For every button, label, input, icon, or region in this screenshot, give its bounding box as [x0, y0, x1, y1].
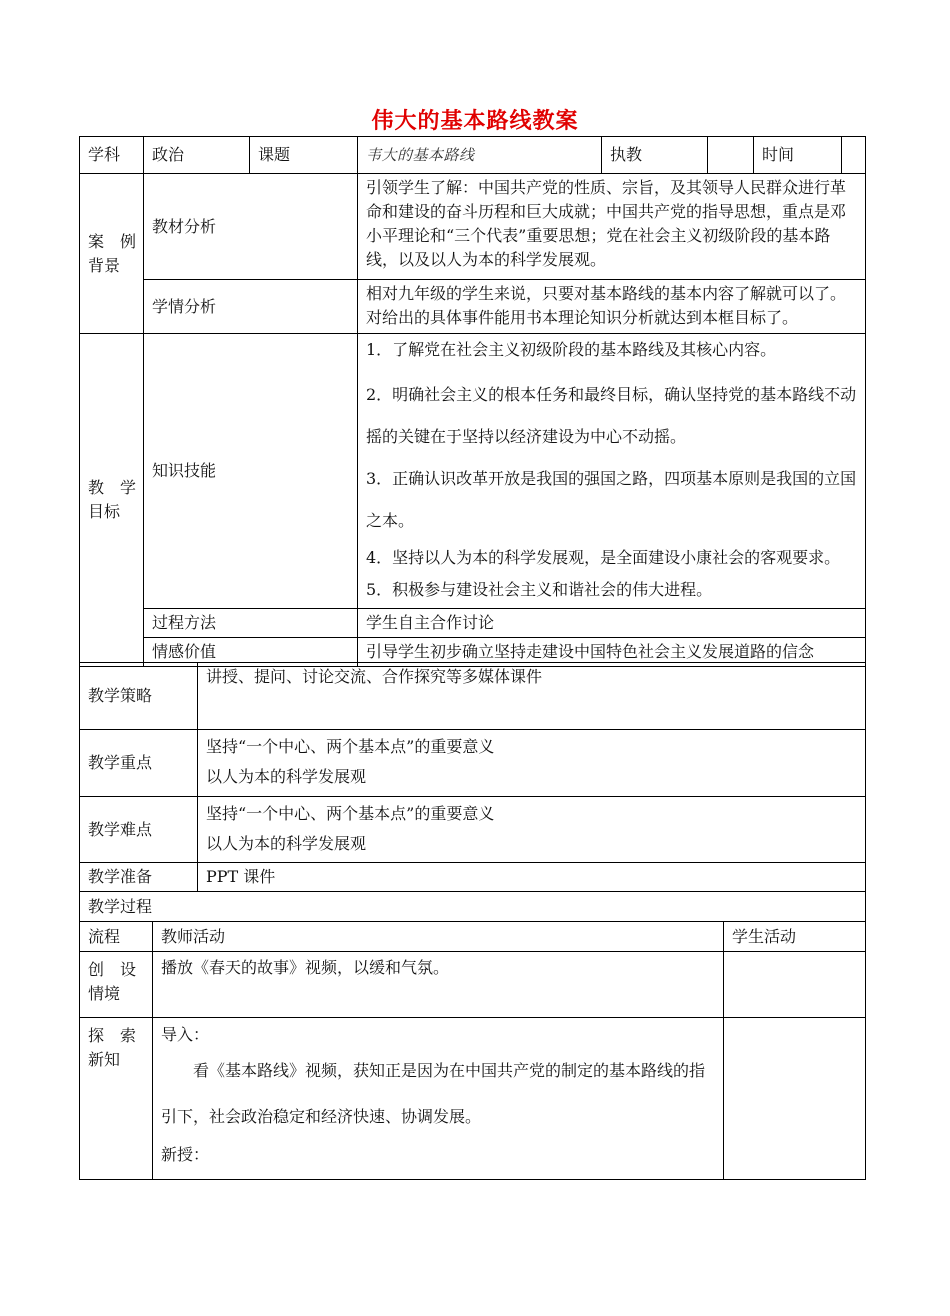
teacher-label: 执教 [602, 137, 708, 174]
document-title: 伟大的基本路线教案 [371, 109, 579, 134]
strategy-text: 讲授、提问、讨论交流、合作探究等多媒体课件 [198, 663, 866, 730]
strategy-row [80, 663, 866, 730]
difficulties-text [198, 797, 866, 863]
knowledge-items [358, 334, 866, 609]
process-method-text: 学生自主合作讨论 [358, 609, 866, 638]
process-row [80, 952, 866, 1018]
emotion-value-text: 引导学生初步确立坚持走建设中国特色社会主义发展道路的信念 [358, 638, 866, 667]
difficulty-line: 坚持“一个中心、两个基本点”的重要意义 [206, 804, 495, 823]
background-category: 案 例 背景 [80, 174, 144, 334]
knowledge-item: 2．明确社会主义的根本任务和最终目标，确认坚持党的基本路线不动摇的关键在于坚持以经济建设为中心不动摇。 [366, 385, 857, 446]
difficulties-label: 教学难点 [80, 797, 198, 863]
key-point-line: 以人为本的科学发展观 [206, 767, 367, 786]
lesson-plan-table-middle [79, 662, 866, 892]
lesson-plan-table-process [79, 891, 866, 1180]
process-method-label: 过程方法 [144, 609, 358, 638]
lesson-plan-table-top [79, 136, 866, 667]
emotion-value-label: 情感价值 [144, 638, 358, 667]
teacher-column-header: 教师活动 [153, 922, 724, 952]
knowledge-item: 5．积极参与建设社会主义和谐社会的伟大进程。 [366, 580, 713, 599]
student-activity [724, 1018, 866, 1180]
flow-column-header: 流程 [80, 922, 153, 952]
time-value [842, 137, 866, 174]
key-points-text [198, 730, 866, 797]
time-label: 时间 [754, 137, 842, 174]
flow-step-label: 创 设 情境 [80, 952, 153, 1018]
difficulties-row [80, 797, 866, 863]
student-column-header: 学生活动 [724, 922, 866, 952]
knowledge-item: 3．正确认识改革开放是我国的强国之路，四项基本原则是我国的立国之本。 [366, 469, 857, 530]
process-header-row [80, 922, 866, 952]
student-analysis-row [80, 280, 866, 334]
knowledge-row [80, 334, 866, 609]
preparation-row [80, 863, 866, 892]
textbook-analysis-label: 教材分析 [144, 174, 358, 280]
teacher-activity [153, 952, 724, 1018]
flow-step-label: 探 索 新知 [80, 1018, 153, 1180]
preparation-text: PPT 课件 [198, 863, 866, 892]
strategy-label: 教学策略 [80, 663, 198, 730]
textbook-analysis-text: 引领学生了解：中国共产党的性质、宗旨，及其领导人民群众进行革命和建设的奋斗历程和巨大成就；中国共产党的指导思想，重点是邓小平理论和“三个代表”重要思想；党在社会主义初级阶段的基本路线，以及以人为本的科学发展观。 [358, 174, 866, 280]
header-row [80, 137, 866, 174]
teacher-value [708, 137, 754, 174]
teacher-activity-line: 播放《春天的故事》视频，以缓和气氛。 [161, 958, 450, 977]
teacher-activity-line: 导入： [161, 1025, 210, 1044]
preparation-label: 教学准备 [80, 863, 198, 892]
subject-value: 政治 [144, 137, 250, 174]
student-analysis-text: 相对九年级的学生来说，只要对基本路线的基本内容了解就可以了。对给出的具体事件能用书本理论知识分析就达到本框目标了。 [358, 280, 866, 334]
teacher-activity [153, 1018, 724, 1180]
process-row [80, 1018, 866, 1180]
knowledge-item: 4．坚持以人为本的科学发展观，是全面建设小康社会的客观要求。 [366, 548, 841, 567]
knowledge-item: 1．了解党在社会主义初级阶段的基本路线及其核心内容。 [366, 340, 777, 359]
key-points-row [80, 730, 866, 797]
process-title-row [80, 892, 866, 922]
key-points-label: 教学重点 [80, 730, 198, 797]
key-point-line: 坚持“一个中心、两个基本点”的重要意义 [206, 737, 495, 756]
difficulty-line: 以人为本的科学发展观 [206, 834, 367, 853]
process-method-row [80, 609, 866, 638]
topic-label: 课题 [250, 137, 358, 174]
teacher-activity-line: 看《基本路线》视频，获知正是因为在中国共产党的制定的基本路线的指引下，社会政治稳定和经济快速、协调发展。 [161, 1061, 706, 1126]
teacher-activity-line: 新授： [161, 1145, 210, 1164]
process-title: 教学过程 [80, 892, 866, 922]
knowledge-label: 知识技能 [144, 334, 358, 609]
subject-label: 学科 [80, 137, 144, 174]
textbook-analysis-row [80, 174, 866, 280]
topic-value: 韦大的基本路线 [358, 137, 602, 174]
goals-category: 教 学 目标 [80, 334, 144, 667]
student-activity [724, 952, 866, 1018]
student-analysis-label: 学情分析 [144, 280, 358, 334]
